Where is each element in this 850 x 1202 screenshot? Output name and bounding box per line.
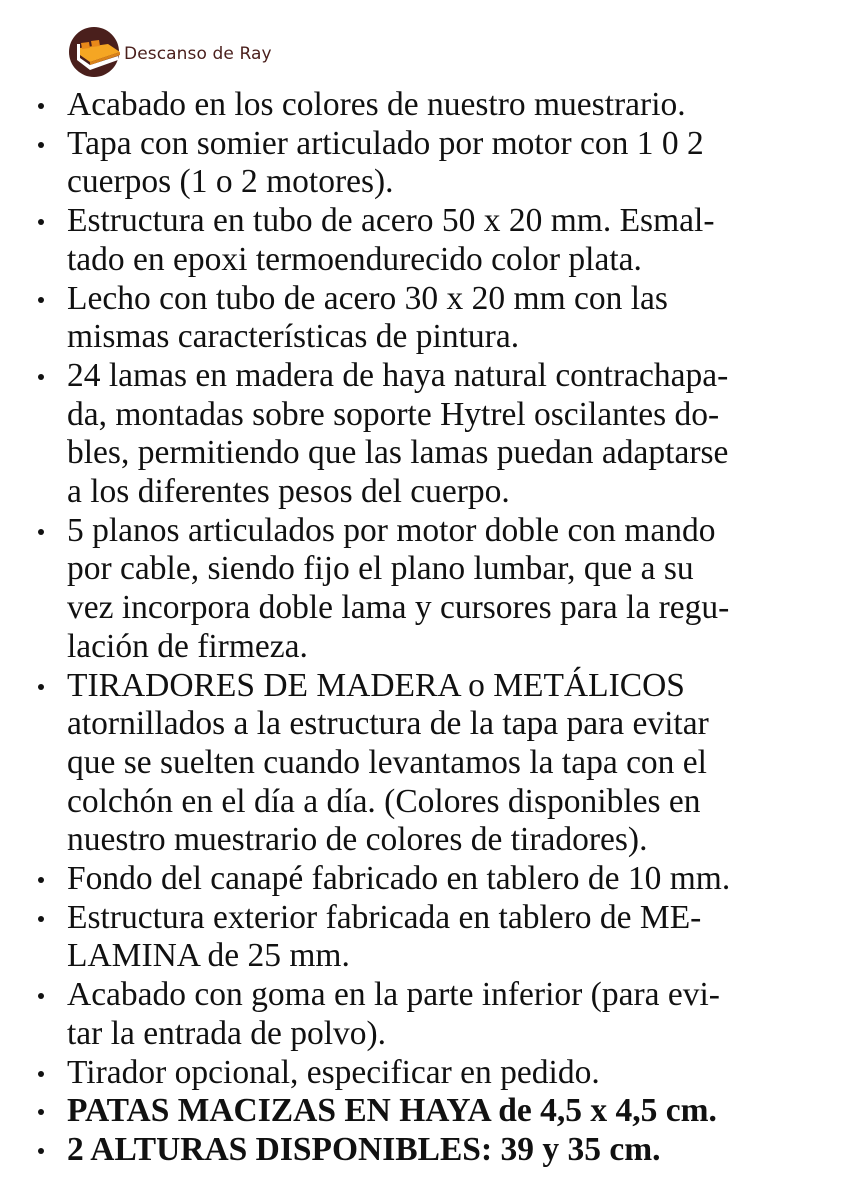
spec-text: que se suelten cuando levantamos la tapa con el (67, 743, 707, 781)
spec-text: Tirador opcional, especificar en pedido. (67, 1053, 600, 1091)
bullet-icon (38, 297, 44, 303)
spec-text: lación de firmeza. (67, 627, 308, 665)
bed-logo-icon (68, 26, 122, 78)
spec-item (0, 860, 850, 899)
spec-text: Acabado con goma en la parte inferior (para evi- (67, 976, 720, 1014)
bullet-icon (38, 1071, 44, 1077)
bullet-icon (38, 219, 44, 225)
spec-text: tar la entrada de polvo). (67, 1014, 387, 1052)
spec-text: Estructura exterior fabricada en tablero de ME- (67, 898, 702, 936)
spec-text: a los diferentes pesos del cuerpo. (67, 473, 510, 511)
spec-text: 5 planos articulados por motor doble con mando (67, 511, 716, 549)
bullet-icon (38, 684, 44, 690)
spec-text: atornillados a la estructura de la tapa para evitar (67, 705, 709, 743)
bullet-icon (38, 529, 44, 535)
spec-item (0, 1054, 850, 1093)
spec-item (0, 125, 850, 202)
brand-logo (68, 26, 272, 78)
spec-text: Estructura en tubo de acero 50 x 20 mm. Esmal- (67, 202, 715, 240)
spec-item-legs (0, 1092, 850, 1131)
spec-text: LAMINA de 25 mm. (67, 937, 350, 975)
spec-item (0, 357, 850, 512)
spec-text: tado en epoxi termoendurecido color plata. (67, 240, 642, 278)
spec-text: vez incorpora doble lama y cursores para la regu- (67, 589, 730, 627)
bullet-icon (38, 103, 44, 109)
spec-text: Acabado en los colores de nuestro muestrario. (67, 86, 686, 123)
spec-item (0, 512, 850, 667)
spec-text: 2 ALTURAS DISPONIBLES: 39 y 35 cm. (67, 1130, 661, 1168)
spec-text: nuestro muestrario de colores de tiradores). (67, 821, 648, 859)
bullet-icon (38, 142, 44, 148)
spec-list (0, 86, 850, 1170)
spec-item (0, 86, 850, 125)
spec-text: TIRADORES DE MADERA o METÁLICOS (67, 666, 685, 704)
bullet-icon (38, 374, 44, 380)
spec-text: colchón en el día a día. (Colores disponibles en (67, 782, 701, 820)
bullet-icon (38, 1148, 44, 1154)
spec-text: da, montadas sobre soporte Hytrel oscilantes do- (67, 395, 720, 433)
spec-text: cuerpos (1 o 2 motores). (67, 163, 394, 201)
spec-text: mismas características de pintura. (67, 318, 520, 356)
spec-item-heights (0, 1131, 850, 1170)
bullet-icon (38, 993, 44, 999)
bullet-icon (38, 1109, 44, 1115)
spec-item (0, 202, 850, 279)
spec-text: Fondo del canapé fabricado en tablero de 10 mm. (67, 860, 731, 898)
brand-name: Descanso de Ray (124, 44, 272, 64)
spec-item (0, 976, 850, 1053)
spec-text: Tapa con somier articulado por motor con 1 0 2 (67, 124, 704, 162)
spec-item (0, 667, 850, 861)
spec-item (0, 899, 850, 976)
spec-text: PATAS MACIZAS EN HAYA de 4,5 x 4,5 cm. (67, 1092, 717, 1130)
spec-item (0, 280, 850, 357)
bullet-icon (38, 877, 44, 883)
bullet-icon (38, 916, 44, 922)
spec-text: por cable, siendo fijo el plano lumbar, que a su (67, 550, 694, 588)
spec-text: Lecho con tubo de acero 30 x 20 mm con las (67, 279, 668, 317)
spec-text: bles, permitiendo que las lamas puedan adaptarse (67, 434, 729, 472)
spec-text: 24 lamas en madera de haya natural contrachapa- (67, 356, 729, 394)
